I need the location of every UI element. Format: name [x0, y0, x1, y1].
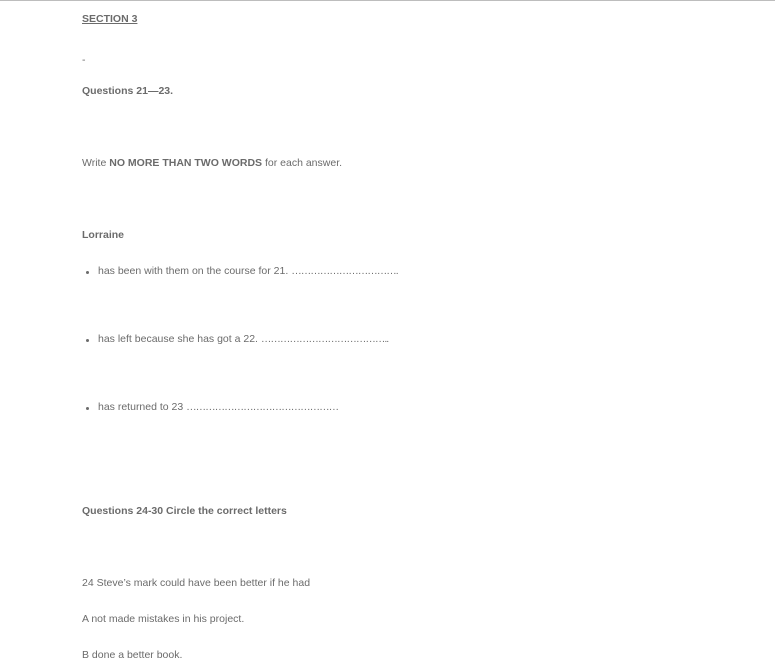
- option-a: A not made mistakes in his project.: [82, 613, 245, 625]
- answer-blank-21: …………………………….: [291, 265, 398, 277]
- top-divider: [0, 0, 775, 1]
- person-name: Lorraine: [82, 229, 125, 241]
- bullet-icon: [86, 339, 89, 342]
- questions-21-23-heading: Questions 21—23.: [82, 85, 174, 97]
- bullet-icon: [86, 407, 89, 410]
- item-text: has returned to 23: [98, 401, 187, 413]
- questions-24-30-heading: Questions 24-30 Circle the correct letters: [82, 505, 287, 517]
- section-title: SECTION 3: [82, 13, 138, 25]
- answer-blank-23: …………………………………………: [186, 401, 339, 413]
- instruction-bold: NO MORE THAN TWO WORDS: [109, 157, 263, 169]
- question-24: 24 Steve’s mark could have been better if he had: [82, 577, 311, 589]
- item-text: has been with them on the course for 21.: [98, 265, 292, 277]
- instruction-suffix: for each answer.: [262, 157, 343, 169]
- answer-blank-22: …………………………………..: [260, 333, 389, 345]
- instruction-line: [82, 157, 342, 169]
- option-b: B done a better book.: [82, 649, 183, 661]
- instruction-prefix: Write: [82, 157, 110, 169]
- dash-mark: -: [82, 54, 86, 66]
- bullet-icon: [86, 271, 89, 274]
- item-text: has left because she has got a 22.: [98, 333, 261, 345]
